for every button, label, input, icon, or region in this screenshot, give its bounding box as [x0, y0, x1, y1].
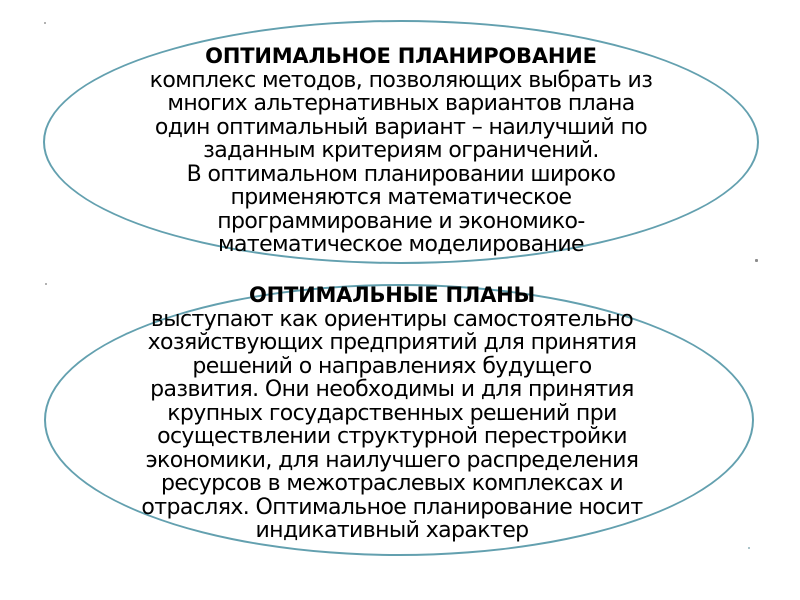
body-line: экономики, для наилучшего распределения [145, 447, 639, 473]
body-line: комплекс методов, позволяющих выбрать из [149, 67, 653, 93]
body-line: математическое моделирование [218, 232, 584, 257]
body-line: отраслях. Оптимальное планирование носит [141, 494, 643, 520]
bottom-ellipse-title: ОПТИМАЛЬНЫЕ ПЛАНЫ [248, 283, 536, 307]
body-line: развития. Они необходимы и для принятия [150, 377, 634, 402]
body-line: решений о направлениях будущего [192, 353, 592, 379]
body-line: В оптимальном планировании широко [186, 161, 616, 187]
top-ellipse-title: ОПТИМАЛЬНОЕ ПЛАНИРОВАНИЕ [205, 44, 597, 68]
body-line: заданным критериям ограничений. [203, 138, 599, 163]
body-line: программирование и экономико- [217, 208, 585, 234]
artifact-dot [45, 283, 47, 285]
artifact-dot [44, 22, 46, 24]
top-ellipse-textblock [80, 45, 722, 257]
body-line: применяются математическое [230, 185, 572, 210]
artifact-dot [748, 547, 750, 549]
bottom-ellipse-textblock [71, 284, 713, 543]
body-line: крупных государственных решений при [167, 400, 617, 426]
body-line: хозяйствующих предприятий для принятия [147, 330, 637, 355]
body-line: многих альтернативных вариантов плана [167, 91, 635, 116]
artifact-dot [755, 259, 758, 262]
body-line: один оптимальный вариант – наилучший по [154, 114, 648, 140]
body-line: осуществлении структурной перестройки [157, 424, 627, 449]
body-line: ресурсов в межотраслевых комплексах и [160, 471, 624, 496]
body-line: выступают как ориентиры самостоятельно [150, 306, 634, 332]
body-line: индикативный характер [255, 518, 529, 543]
